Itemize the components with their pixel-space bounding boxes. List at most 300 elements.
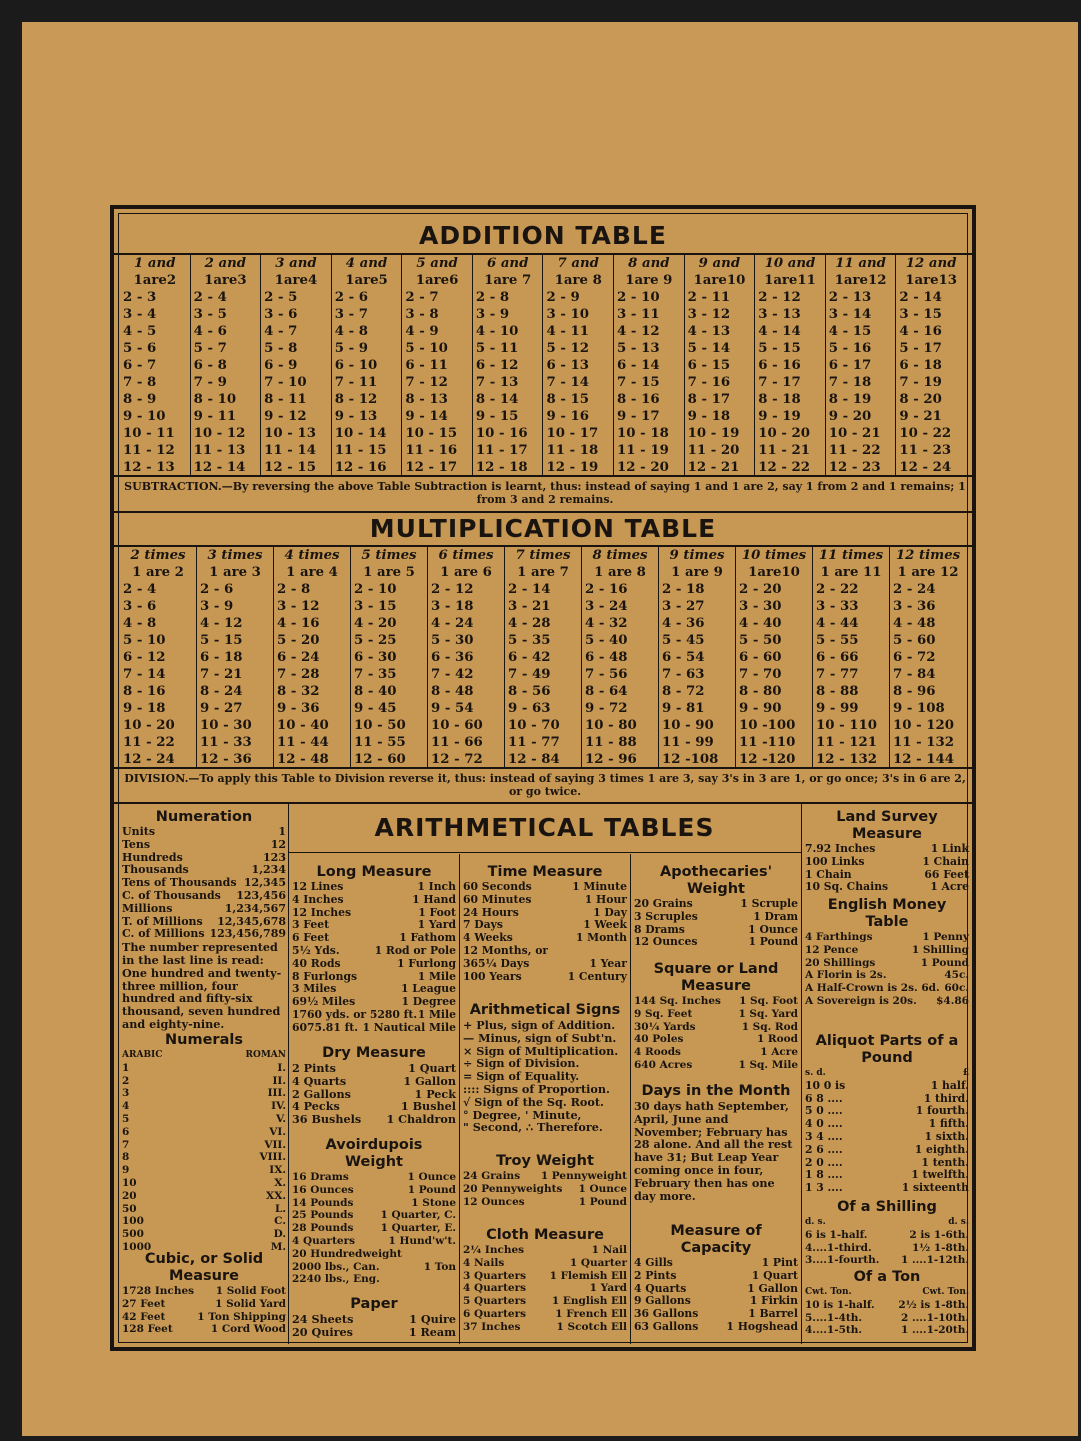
item-left: 2¼ Inches (463, 1244, 525, 1256)
item-right: £ (962, 1068, 969, 1078)
item-left: 1760 yds. or 5280 ft. (292, 1008, 418, 1021)
table-row: 6 - 18 (200, 650, 243, 665)
column-heading: 5 times (361, 548, 417, 563)
square-measure-section (634, 961, 798, 1072)
table-row: 12 - 72 (431, 752, 483, 767)
table-row: 2 - 11 (687, 290, 731, 305)
list-item (122, 1075, 286, 1088)
column-subheading: 1 are 12 (897, 565, 959, 580)
column-rule (288, 804, 289, 1344)
numeration-section (122, 809, 286, 1031)
table-row: 12 - 17 (405, 460, 458, 475)
item-left: 14 Pounds (292, 1196, 354, 1209)
item-right: 1 Quarter, E. (380, 1222, 456, 1235)
table-row: 11 - 12 (123, 443, 175, 458)
aliquot-parts-section (805, 1033, 969, 1195)
table-row: 3 - 7 (334, 307, 369, 322)
addition-title: ADDITION TABLE (419, 221, 667, 250)
table-row: 8 - 40 (354, 684, 397, 699)
table-row: 3 - 8 (405, 307, 439, 322)
item-left: 2000 lbs., Can. (292, 1260, 380, 1273)
item-right: 1 fourth. (915, 1104, 969, 1118)
item-left: 6 is 1-half. (805, 1228, 868, 1241)
table-row: 12 - 48 (277, 752, 329, 767)
table-row: 8 - 88 (816, 684, 859, 699)
column-heading: 11 and (835, 256, 886, 271)
table-row: 5 - 30 (431, 633, 474, 648)
item-left: 2 0 .... (805, 1156, 843, 1169)
division-note: DIVISION.—To apply this Table to Division reverse it, thus: instead of saying 3 times 1 are 3, say 3's in 3 are 1, or go once; 3's in 6 are 2, or go twice. (124, 772, 966, 798)
multiplication-title: MULTIPLICATION TABLE (369, 514, 717, 543)
table-row: 10 - 30 (200, 718, 252, 733)
list-item (805, 1216, 969, 1229)
table-row: 4 - 36 (662, 616, 705, 631)
table-row: 9 - 12 (264, 409, 307, 424)
item-right: 1 Yard (417, 918, 456, 932)
subtraction-note: SUBTRACTION.—By reversing the above Table Subtraction is learnt, thus: instead of saying 1 and 1 are 2, say 1 from 2 and 1 remains; 1 from 3 and 2 remains. (124, 480, 966, 506)
item-right: VI. (269, 1125, 286, 1138)
item-right: 12 (270, 837, 286, 851)
item-right: 2 ....1-10th. (901, 1311, 969, 1324)
item-left: 4 Roods (634, 1046, 681, 1059)
section-heading: Time Measure (487, 864, 603, 880)
list-item (292, 1235, 456, 1248)
item-right: 1 Scruple (740, 897, 798, 910)
column-subheading: 1 are 9 (671, 565, 723, 580)
item-left: 20 Grains (634, 898, 693, 910)
item-left: 36 Bushels (292, 1113, 362, 1126)
table-row: 2 - 12 (431, 582, 474, 597)
item-left: 4 Quarts (292, 1074, 347, 1088)
table-row: 9 - 99 (816, 701, 859, 716)
table-row: 5 - 40 (585, 633, 628, 648)
column-heading: 9 times (669, 548, 725, 563)
table-row: 3 - 15 (899, 307, 942, 322)
item-left: ARABIC (122, 1050, 163, 1060)
list-item (122, 1311, 286, 1324)
item-right: 1 Rod or Pole (374, 943, 456, 957)
column-subheading: 1 are 4 (286, 565, 338, 580)
table-row: 12 - 16 (334, 460, 387, 475)
item-left: 4 Quarters (292, 1234, 356, 1247)
table-row: 8 - 64 (585, 684, 628, 699)
list-item (122, 903, 286, 916)
table-row: 5 - 15 (200, 633, 243, 648)
item-right: 1 Peck (414, 1086, 456, 1101)
table-row: 3 - 27 (662, 599, 705, 614)
list-item (292, 945, 456, 958)
list-item (292, 1197, 456, 1210)
item-right: 1 Mile (417, 1007, 456, 1021)
table-row: 4 - 13 (687, 324, 731, 339)
list-item (634, 1257, 798, 1270)
section-heading: Cloth Measure (486, 1227, 604, 1243)
column-heading: 5 and (416, 256, 458, 271)
table-row: 6 - 24 (277, 650, 320, 665)
section-heading: Arithmetical Signs (469, 1002, 621, 1018)
list-item (805, 982, 969, 995)
table-row: 5 - 6 (123, 341, 157, 356)
item-left: 16 Drams (292, 1171, 349, 1183)
list-item (292, 881, 456, 894)
list-item (122, 1177, 286, 1190)
cubic-measure-section (122, 1251, 286, 1336)
item-left: 10 is 1-half. (805, 1298, 875, 1311)
table-row: 9 - 16 (546, 409, 590, 424)
table-row: 12 - 14 (193, 460, 246, 475)
list-item (122, 1164, 286, 1177)
section-heading: Troy Weight (496, 1153, 594, 1169)
table-row: 12 - 22 (758, 460, 810, 475)
table-row: 6 - 18 (899, 358, 942, 373)
item-right: M. (270, 1240, 286, 1253)
list-item (805, 1286, 969, 1299)
item-left: 12 Pence (805, 943, 859, 956)
item-left: 3 Quarters (463, 1269, 527, 1282)
item-left: 500 (122, 1228, 144, 1241)
table-row: 6 - 8 (193, 358, 227, 373)
item-right: 1 Solid Foot (215, 1285, 286, 1297)
list-item (805, 931, 969, 944)
column-subheading: 1are10 (693, 273, 746, 288)
item-left: 9 Gallons (634, 1295, 691, 1308)
table-row: 12 - 96 (585, 752, 637, 767)
numerals-section (122, 1032, 286, 1254)
table-row: 2 - 6 (200, 582, 234, 597)
section-heading: Long Measure (316, 864, 432, 880)
item-right: 1 Stone (411, 1196, 456, 1209)
multiplication-column (504, 547, 581, 767)
item-left: 10 Sq. Chains (805, 881, 889, 894)
table-row: 4 - 24 (431, 616, 474, 631)
list-item (805, 856, 969, 869)
item-right: 1 Month (575, 931, 627, 945)
item-right: 1 Quarter (569, 1256, 627, 1269)
item-left: C. of Millions (122, 928, 205, 941)
table-row: 6 - 60 (739, 650, 782, 665)
multiplication-column (196, 547, 273, 767)
item-right: $4.86 (936, 994, 969, 1007)
table-row: 2 - 20 (739, 582, 782, 597)
item-right: IX. (269, 1164, 286, 1177)
item-right: VII. (264, 1138, 286, 1151)
table-row: 10 - 14 (334, 426, 387, 441)
column-heading: 6 and (486, 256, 529, 271)
table-row: 10 - 15 (405, 426, 458, 441)
item-left: 28 Pounds (292, 1222, 354, 1235)
item-left: 1728 Inches (122, 1285, 195, 1297)
section-heading: Of a Ton (853, 1269, 921, 1285)
table-row: 4 - 7 (264, 324, 298, 339)
item-right: 1 Pound (748, 935, 798, 949)
list-item (292, 1022, 456, 1035)
list-item (292, 1326, 456, 1339)
divider (114, 767, 972, 769)
list-item (122, 1113, 286, 1126)
item-left: 3 (122, 1087, 130, 1100)
multiplication-column (273, 547, 350, 767)
table-row: 4 - 10 (475, 324, 519, 339)
item-right: 1 Year (589, 956, 627, 970)
list-item (122, 1151, 286, 1164)
addition-column (472, 255, 543, 475)
table-row: 4 - 48 (893, 616, 936, 631)
item-left: 24 Sheets (292, 1313, 354, 1326)
item-right: 1 Pound (578, 1195, 627, 1208)
table-row: 3 - 18 (431, 599, 474, 614)
item-right: 1,234,567 (224, 901, 286, 915)
table-row: 11 - 44 (277, 735, 329, 750)
item-right: 1½ 1-8th. (911, 1241, 969, 1254)
item-left: Tens of Thousands (122, 877, 237, 890)
item-right: 1 Chain (922, 854, 969, 868)
table-row: 10 - 110 (816, 718, 878, 733)
table-row: 9 - 20 (828, 409, 872, 424)
item-left: 12 Lines (292, 881, 344, 893)
column-subheading: 1are 9 (625, 273, 673, 288)
item-right: 1 Pound (407, 1183, 456, 1196)
table-row: 9 - 54 (431, 701, 474, 716)
item-right: 1 Day (593, 905, 627, 919)
list-item (463, 1196, 627, 1209)
table-row: 8 - 14 (475, 392, 519, 407)
column-subheading: 1are4 (274, 273, 318, 288)
arithmetical-title: ARITHMETICAL TABLES (374, 813, 715, 842)
addition-column (260, 255, 331, 475)
table-row: 4 - 5 (123, 324, 157, 339)
section-text: The number represented in the last line is read: One hundred and twenty-three million, four hundred and fifty-six thousand, seven hundred and eighty-nine. (122, 940, 282, 1031)
item-right: 1 Century (567, 969, 627, 983)
list-item: ° Degree, ' Minute, (463, 1107, 582, 1122)
table-row: 3 - 24 (585, 599, 628, 614)
column-heading: 10 and (764, 256, 816, 271)
table-row: 6 - 48 (585, 650, 628, 665)
table-row: 9 - 72 (585, 701, 628, 716)
table-row: 2 - 7 (405, 290, 439, 305)
shilling-section (805, 1199, 969, 1267)
land-survey-section (805, 809, 969, 894)
table-row: 5 - 10 (405, 341, 448, 356)
table-row: 7 - 63 (662, 667, 705, 682)
item-right: 1 Quarter, C. (380, 1209, 456, 1222)
item-left: 4 (122, 1100, 130, 1113)
item-left: 42 Feet (122, 1310, 166, 1323)
item-right: 1 fifth. (928, 1117, 969, 1131)
divider (288, 852, 801, 853)
item-right: 2½ is 1-8th. (898, 1298, 969, 1311)
list-item (463, 971, 627, 984)
table-row: 11 - 77 (508, 735, 560, 750)
list-item (463, 1257, 627, 1270)
list-item (805, 957, 969, 970)
item-right: 123,456,789 (209, 927, 286, 941)
list-item (463, 945, 627, 958)
table-row: 7 - 10 (264, 375, 307, 390)
item-left: 12 Ounces (634, 936, 698, 949)
table-row: 9 - 21 (899, 409, 942, 424)
list-item (805, 1067, 969, 1080)
paper-section (292, 1296, 456, 1339)
long-measure-section (292, 864, 456, 1035)
item-left: 1 8 .... (805, 1169, 843, 1182)
item-left: Cwt. Ton. (805, 1287, 852, 1297)
list-item: + Plus, sign of Addition. (463, 1018, 616, 1032)
item-right: 1 Pennyweight (540, 1170, 627, 1182)
addition-column (754, 255, 825, 475)
table-row: 7 - 14 (123, 667, 166, 682)
item-left: 2240 lbs., Eng. (292, 1273, 380, 1286)
table-row: 3 - 9 (200, 599, 234, 614)
list-item (122, 1126, 286, 1139)
table-row: 11 - 17 (475, 443, 528, 458)
item-right: 1,234 (251, 863, 286, 877)
item-left: Hundreds (122, 851, 183, 864)
table-row: 2 - 14 (899, 290, 942, 305)
apothecaries-section (634, 864, 798, 949)
item-right: C. (274, 1215, 286, 1228)
table-row: 11 - 22 (828, 443, 881, 458)
item-right: 2 is 1-6th. (909, 1228, 969, 1241)
tables-page (110, 205, 976, 1351)
list-item (805, 881, 969, 894)
table-row: 11 - 18 (546, 443, 599, 458)
table-row: 10 - 120 (893, 718, 955, 733)
list-item (634, 1270, 798, 1283)
table-row: 10 - 50 (354, 718, 406, 733)
addition-column (120, 255, 190, 475)
addition-column (684, 255, 755, 475)
list-item (292, 1273, 456, 1286)
table-row: 10 - 90 (662, 718, 714, 733)
addition-column (190, 255, 261, 475)
item-left: 4 Farthings (805, 931, 873, 943)
table-row: 2 - 14 (508, 582, 551, 597)
list-item: — Minus, sign of Subt'n. (463, 1030, 617, 1045)
table-row: 9 - 36 (277, 701, 320, 716)
column-subheading: 1are10 (748, 565, 800, 580)
column-heading: 2 and (204, 256, 247, 271)
table-row: 3 - 11 (617, 307, 660, 322)
table-row: 6 - 17 (828, 358, 872, 373)
item-right: 1 Ton (423, 1260, 456, 1273)
table-row: 10 - 60 (431, 718, 483, 733)
table-row: 10 -100 (739, 718, 796, 733)
list-item (805, 1254, 969, 1267)
column-heading: 9 and (698, 256, 741, 271)
item-right: 1 Firkin (749, 1294, 798, 1308)
list-item (463, 1170, 627, 1183)
table-row: 7 - 13 (475, 375, 519, 390)
list-item (463, 1270, 627, 1283)
list-item (805, 969, 969, 982)
list-item (292, 1113, 456, 1126)
table-row: 9 - 11 (193, 409, 237, 424)
section-heading: Measure of Capacity (670, 1223, 762, 1256)
item-left: 1 Chain (805, 868, 852, 881)
item-left: 8 (122, 1151, 130, 1164)
item-left: 9 Sq. Feet (634, 1007, 693, 1020)
table-row: 11 - 88 (585, 735, 637, 750)
table-row: 3 - 14 (828, 307, 872, 322)
item-right: 1 eighth. (914, 1142, 969, 1156)
capacity-section (634, 1223, 798, 1334)
item-left: 1000 (122, 1240, 152, 1253)
table-row: 5 - 17 (899, 341, 942, 356)
table-row: 12 - 36 (200, 752, 252, 767)
table-row: 4 - 12 (617, 324, 660, 339)
multiplication-column (889, 547, 966, 767)
item-left: 4 Weeks (463, 932, 513, 945)
item-left: 5 Quarters (463, 1295, 527, 1308)
column-subheading: 1are6 (415, 273, 459, 288)
section-text: 30 days hath September, April, June and November; February has 28 alone. And all the rest have 31; But Leap Year coming once in four, February then has one day more. (634, 1099, 793, 1203)
table-row: 3 - 36 (893, 599, 936, 614)
table-row: 5 - 14 (687, 341, 731, 356)
item-right: 1 Fathom (399, 931, 456, 945)
table-row: 8 - 72 (662, 684, 705, 699)
item-right: 1 Furlong (397, 956, 456, 970)
item-right: 1 Rood (756, 1033, 798, 1046)
table-row: 8 - 48 (431, 684, 474, 699)
list-item (463, 932, 627, 945)
addition-column (401, 255, 472, 475)
table-row: 12 - 13 (123, 460, 175, 475)
item-right: 1 Solid Yard (215, 1297, 286, 1310)
item-right: 1 Week (583, 918, 627, 932)
arithmetical-signs-section (463, 1002, 627, 1134)
table-row: 9 - 15 (475, 409, 519, 424)
table-row: 11 -110 (739, 735, 796, 750)
column-subheading: 1are 7 (484, 273, 532, 288)
table-row: 7 - 11 (334, 375, 378, 390)
table-row: 3 - 13 (758, 307, 801, 322)
table-row: 4 - 6 (193, 324, 227, 339)
table-row: 5 - 13 (617, 341, 660, 356)
item-left: 20 Hundredweight (292, 1247, 402, 1260)
table-row: 8 - 15 (546, 392, 590, 407)
list-item (805, 1182, 969, 1195)
item-left: 3 Feet (292, 919, 330, 932)
list-item (122, 890, 286, 903)
table-row: 5 - 20 (277, 633, 320, 648)
table-row: 6 - 12 (123, 650, 166, 665)
list-item (463, 1183, 627, 1196)
item-right: 1 Foot (418, 905, 456, 919)
list-item (634, 1321, 798, 1334)
english-money-section (805, 897, 969, 1008)
table-row: 3 - 4 (123, 307, 157, 322)
table-row: 2 - 4 (123, 582, 157, 597)
item-right: 1 Cord Wood (210, 1323, 286, 1336)
item-right: 1 (278, 825, 286, 838)
table-row: 11 - 22 (123, 735, 175, 750)
item-left: 6 Feet (292, 932, 330, 945)
item-left: 365¼ Days (463, 957, 530, 970)
item-right: 1 Ton Shipping (197, 1310, 286, 1323)
table-row: 11 - 132 (893, 735, 955, 750)
list-item (805, 1229, 969, 1242)
days-in-month-section (634, 1083, 798, 1202)
list-item (292, 1248, 456, 1261)
table-row: 10 - 18 (617, 426, 669, 441)
item-left: 12 Ounces (463, 1195, 525, 1208)
list-item (463, 1308, 627, 1321)
item-left: 4 0 .... (805, 1118, 843, 1131)
column-heading: 12 times (895, 548, 961, 563)
list-item (634, 1059, 798, 1072)
item-left: 16 Ounces (292, 1183, 354, 1196)
table-row: 5 - 50 (739, 633, 782, 648)
